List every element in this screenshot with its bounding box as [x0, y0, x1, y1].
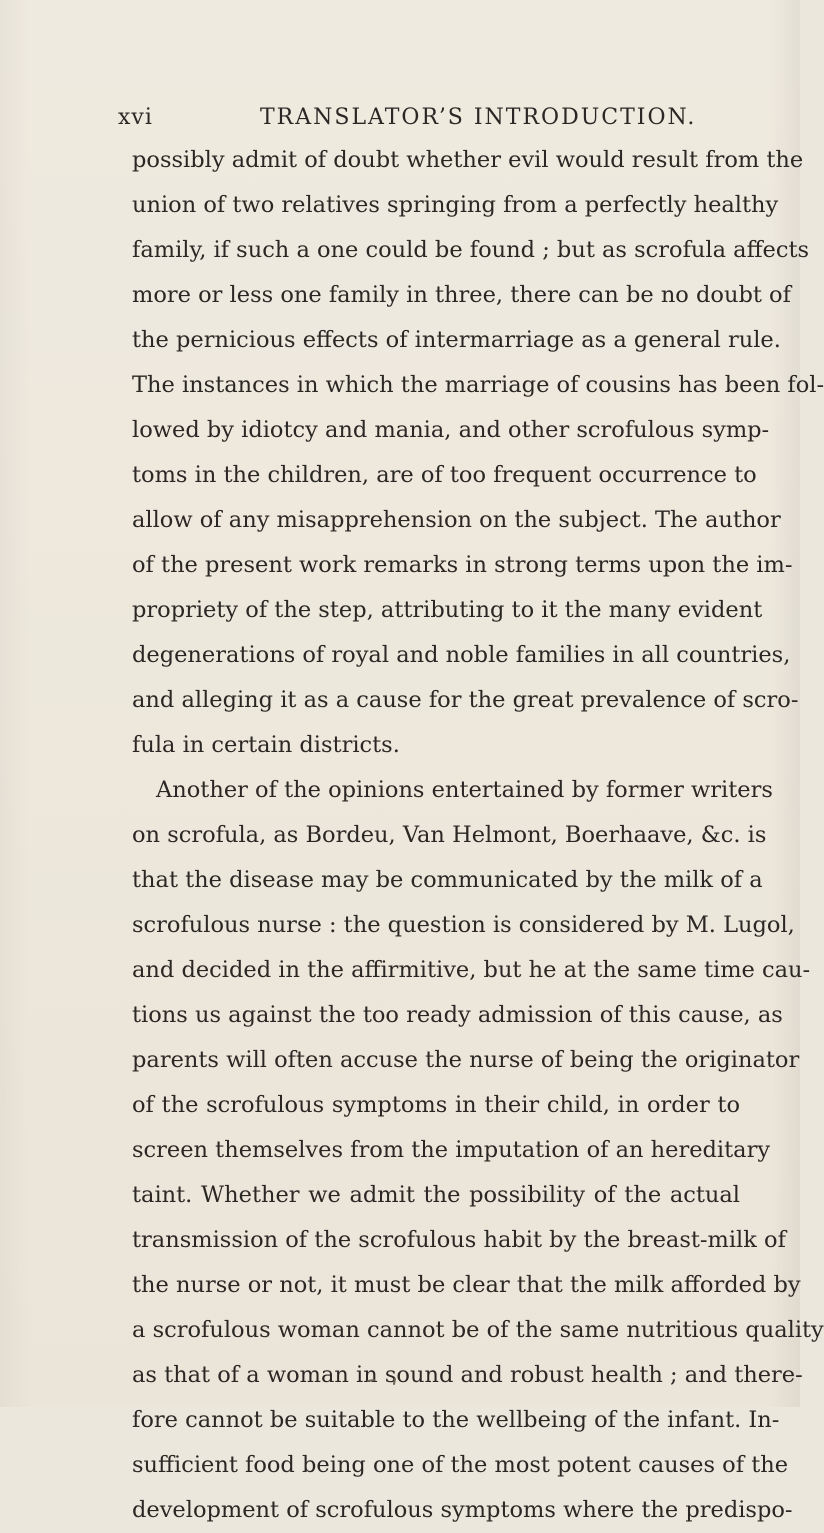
- text-line: the nurse or not, it must be clear that the milk afforded by: [132, 1272, 801, 1298]
- body-text: [132, 138, 824, 1533]
- text-line: and decided in the affirmitive, but he at the same time cau-: [132, 957, 811, 983]
- text-line: toms in the children, are of too frequent occurrence to: [132, 462, 757, 488]
- paragraph-start-line: Another of the opinions entertained by former writers: [156, 777, 773, 803]
- text-line: the pernicious effects of intermarriage as a general rule.: [132, 327, 781, 353]
- text-line: allow of any misapprehension on the subject. The author: [132, 507, 781, 533]
- text-line: on scrofula, as Bordeu, Van Helmont, Boerhaave, &c. is: [132, 822, 767, 848]
- ink-specks: [360, 1374, 420, 1388]
- text-line: that the disease may be communicated by the milk of a: [132, 867, 763, 893]
- text-line: propriety of the step, attributing to it the many evident: [132, 597, 763, 623]
- text-line: more or less one family in three, there can be no doubt of: [132, 282, 791, 308]
- text-line: tions us against the too ready admission of this cause, as: [132, 1002, 783, 1028]
- text-line: screen themselves from the imputation of an hereditary: [132, 1137, 771, 1163]
- paragraph-end-line: fula in certain districts.: [132, 732, 400, 758]
- text-line: of the present work remarks in strong terms upon the im-: [132, 552, 793, 578]
- text-line: parents will often accuse the nurse of being the originator: [132, 1047, 800, 1073]
- text-line: and alleging it as a cause for the great prevalence of scro-: [132, 687, 799, 713]
- text-line: sufficient food being one of the most potent causes of the: [132, 1452, 789, 1478]
- running-head: [118, 98, 738, 138]
- text-line: possibly admit of doubt whether evil would result from the: [132, 147, 804, 173]
- text-line: transmission of the scrofulous habit by the breast-milk of: [132, 1227, 786, 1253]
- page-number: xvi: [118, 105, 153, 130]
- text-line: as that of a woman in sound and robust health ; and there-: [132, 1362, 803, 1388]
- text-line: degenerations of royal and noble families in all countries,: [132, 642, 791, 668]
- text-line: scrofulous nurse : the question is considered by M. Lugol,: [132, 912, 795, 938]
- running-title: TRANSLATOR’S INTRODUCTION.: [260, 105, 697, 130]
- text-line: taint. Whether we admit the possibility of the actual: [132, 1182, 740, 1208]
- text-line: union of two relatives springing from a perfectly healthy: [132, 192, 779, 218]
- text-line: The instances in which the marriage of cousins has been fol-: [132, 372, 824, 398]
- text-line: development of scrofulous symptoms where the predispo-: [132, 1497, 793, 1523]
- text-line: fore cannot be suitable to the wellbeing of the infant. In-: [132, 1407, 780, 1433]
- text-line: lowed by idiotcy and mania, and other scrofulous symp-: [132, 417, 770, 443]
- text-line: family, if such a one could be found ; but as scrofula affects: [132, 237, 810, 263]
- text-line: of the scrofulous symptoms in their child, in order to: [132, 1092, 740, 1118]
- text-line: a scrofulous woman cannot be of the same nutritious quality: [132, 1317, 824, 1343]
